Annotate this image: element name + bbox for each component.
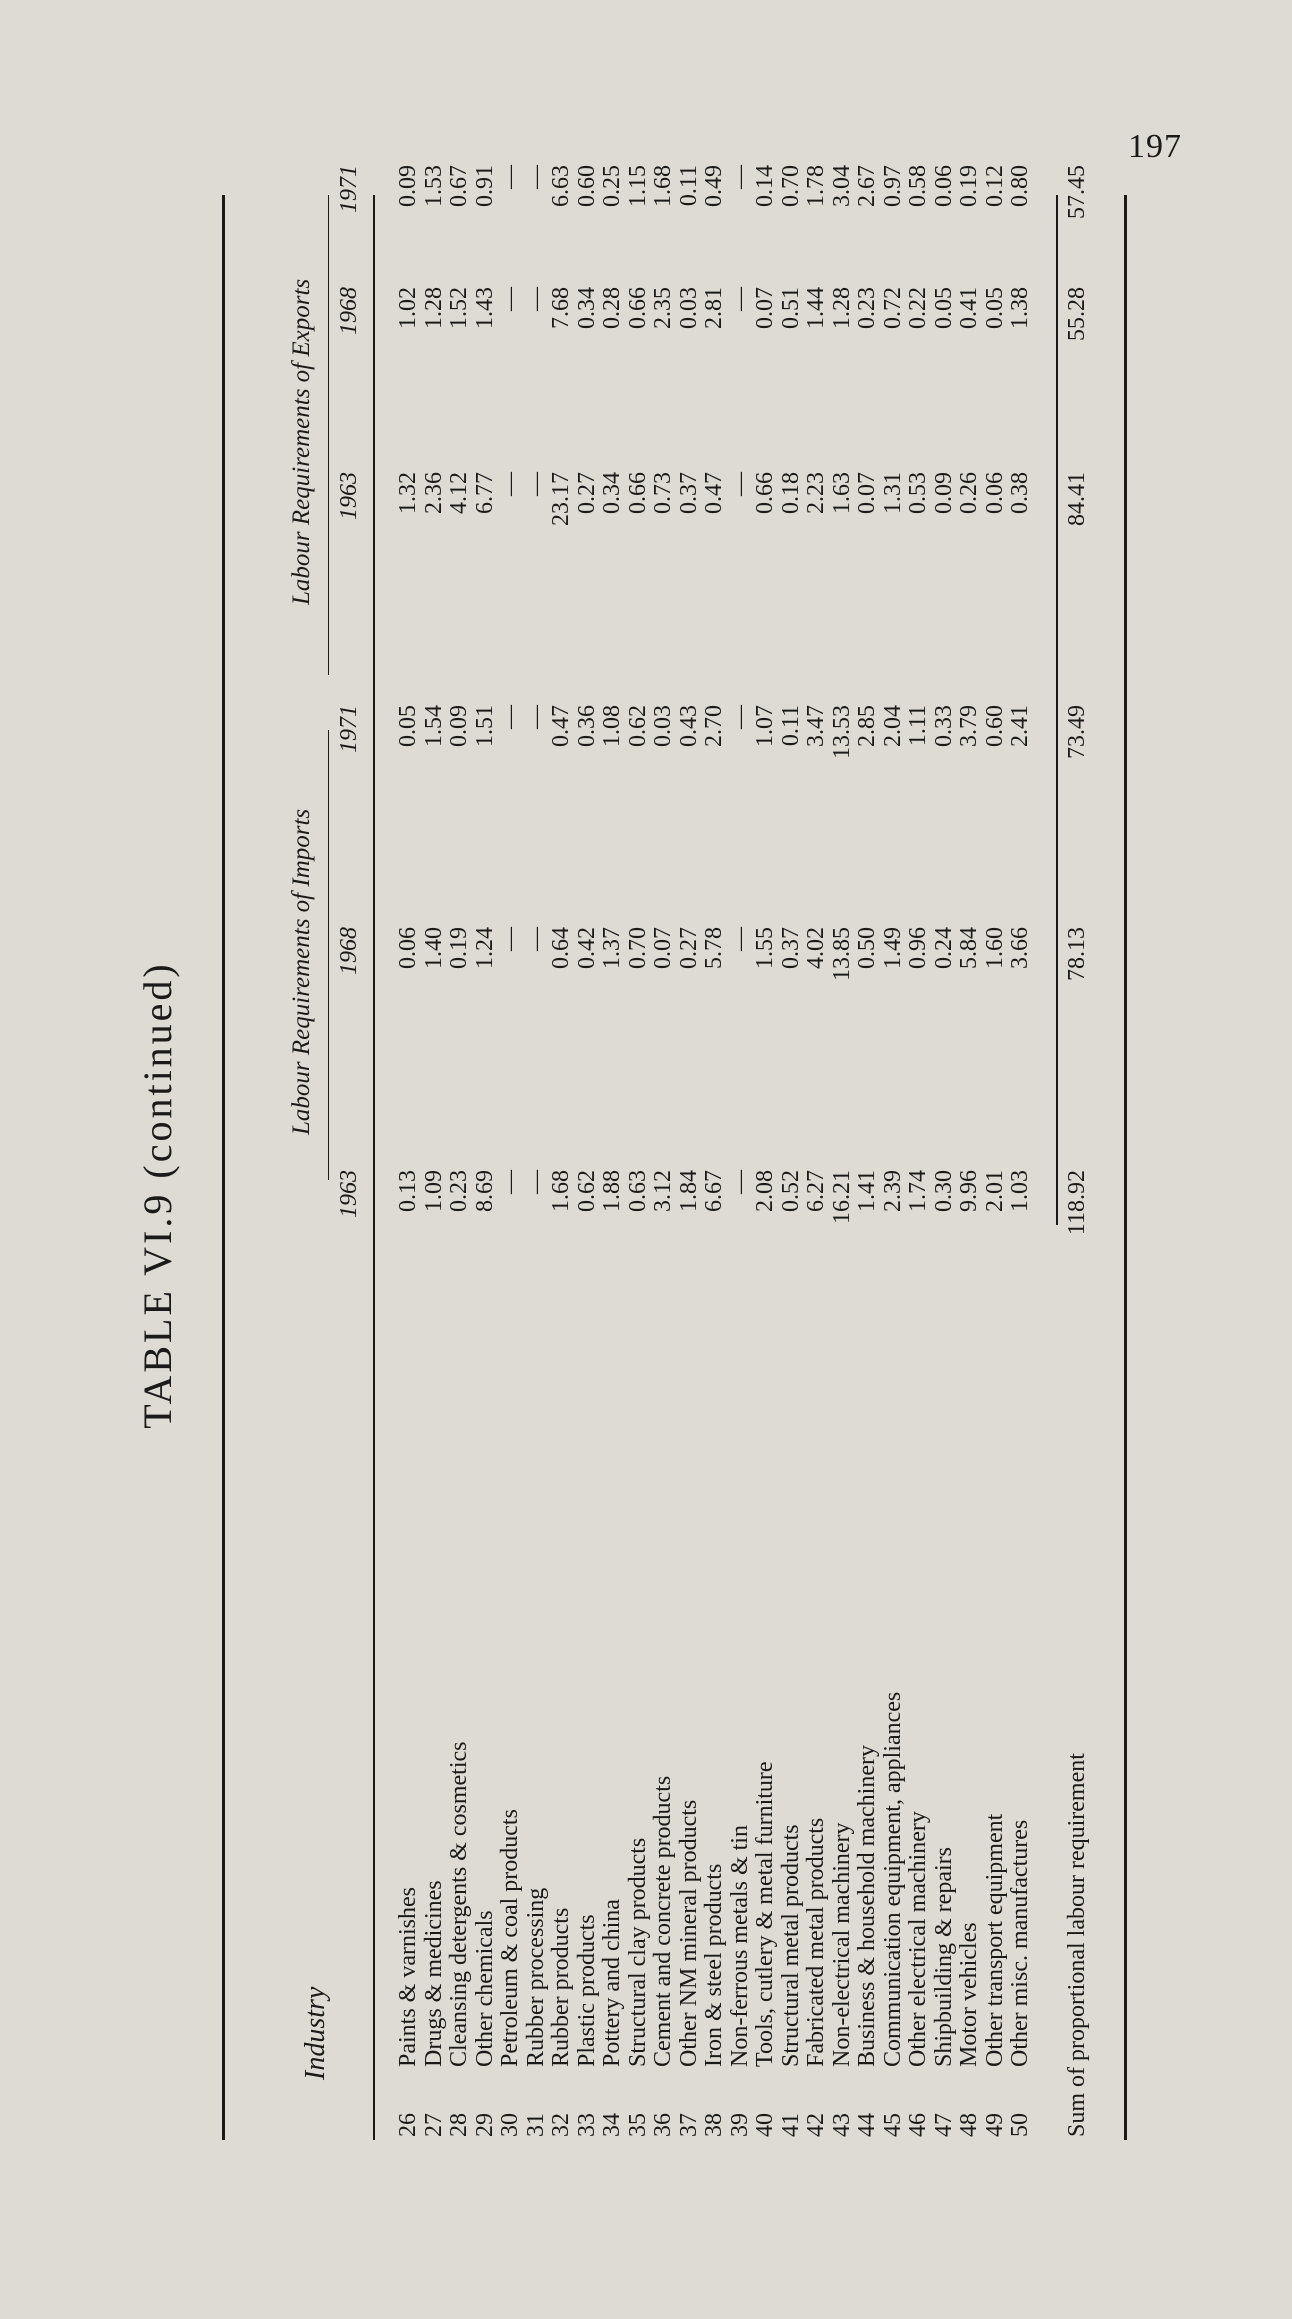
table-row	[650, 165, 677, 2195]
cell-value: 0.53	[905, 472, 931, 514]
cell-value: 3.04	[828, 165, 855, 207]
table-row	[854, 165, 881, 2195]
cell-value: 1.31	[879, 472, 906, 514]
row-number: 44	[854, 2113, 880, 2137]
cell-value: 1.11	[905, 705, 931, 747]
industry-name: Other NM mineral products	[675, 1799, 702, 2067]
sum-value: 55.28	[1064, 287, 1090, 341]
cell-value: —	[726, 165, 753, 189]
cell-value: 0.66	[752, 472, 778, 514]
cell-value: 2.01	[981, 1170, 1008, 1212]
cell-value: 0.50	[854, 927, 880, 969]
industry-name: Shipbuilding & repairs	[930, 1847, 957, 2067]
industry-name: Structural clay products	[624, 1837, 651, 2067]
cell-value: 0.34	[573, 287, 600, 329]
industry-name: Motor vehicles	[956, 1922, 982, 2067]
cell-value: 1.63	[828, 472, 855, 514]
industry-name: Pottery and china	[599, 1899, 625, 2067]
cell-value: 0.97	[879, 165, 906, 207]
cell-value: 2.23	[803, 472, 829, 514]
cell-value: 0.80	[1007, 165, 1033, 207]
cell-value: —	[497, 705, 523, 729]
bottom-rule	[1124, 195, 1127, 2140]
cell-value: 0.73	[650, 472, 676, 514]
cell-value: 0.66	[624, 287, 651, 329]
cell-value: 2.04	[879, 705, 906, 747]
industry-name: Other transport equipment	[981, 1813, 1008, 2067]
cell-value: 1.40	[420, 927, 447, 969]
cell-value: 2.36	[420, 472, 447, 514]
cell-value: 1.54	[420, 705, 447, 747]
cell-value: 0.11	[675, 165, 702, 207]
cell-value: 3.12	[650, 1170, 676, 1212]
cell-value: 1.08	[599, 705, 625, 747]
cell-value: 0.09	[930, 472, 957, 514]
cell-value: 1.60	[981, 927, 1008, 969]
industry-name: Non-electrical machinery	[828, 1822, 855, 2067]
cell-value: 2.08	[752, 1170, 778, 1212]
cell-value: 0.51	[777, 287, 804, 329]
cell-value: 0.70	[777, 165, 804, 207]
sum-value: 78.13	[1064, 927, 1090, 981]
cell-value: 1.43	[471, 287, 498, 329]
cell-value: 0.60	[981, 705, 1008, 747]
cell-value: 0.12	[981, 165, 1008, 207]
table-row	[420, 165, 448, 2195]
row-number: 28	[446, 2113, 472, 2137]
industry-name: Drugs & medicines	[420, 1880, 447, 2067]
industry-name: Other chemicals	[471, 1910, 498, 2067]
cell-value: 0.27	[675, 927, 702, 969]
cell-value: 1.02	[395, 287, 421, 329]
cell-value: 0.27	[573, 472, 600, 514]
row-number: 42	[803, 2113, 829, 2137]
row-number: 34	[599, 2113, 625, 2137]
row-number: 35	[624, 2113, 651, 2137]
row-number: 36	[650, 2113, 676, 2137]
cell-value: 3.79	[956, 705, 982, 747]
row-number: 33	[573, 2113, 600, 2137]
cell-value: 0.11	[777, 705, 804, 747]
table-row	[446, 165, 473, 2195]
row-number: 50	[1007, 2113, 1033, 2137]
cell-value: —	[522, 1170, 549, 1194]
cell-value: 0.91	[471, 165, 498, 207]
cell-value: 0.41	[956, 287, 982, 329]
cell-value: 0.30	[930, 1170, 957, 1212]
table-row	[675, 165, 703, 2195]
cell-value: 1.51	[471, 705, 498, 747]
imports-group-header: Labour Requirements of Imports	[288, 808, 315, 1135]
cell-value: 0.24	[930, 927, 957, 969]
cell-value: 4.02	[803, 927, 829, 969]
cell-value: 0.49	[701, 165, 727, 207]
cell-value: —	[522, 927, 549, 951]
industry-name: Paints & varnishes	[395, 1887, 421, 2067]
header-rule	[373, 195, 375, 2140]
cell-value: 1.55	[752, 927, 778, 969]
row-number: 48	[956, 2113, 982, 2137]
cell-value: 1.09	[420, 1170, 447, 1212]
imports-group-rule	[328, 730, 329, 1180]
cell-value: 0.09	[395, 165, 421, 207]
cell-value: 6.63	[548, 165, 574, 207]
cell-value: 0.18	[777, 472, 804, 514]
cell-value: 1.49	[879, 927, 906, 969]
cell-value: 0.25	[599, 165, 625, 207]
cell-value: 13.53	[828, 705, 855, 759]
cell-value: 0.28	[599, 287, 625, 329]
cell-value: 9.96	[956, 1170, 982, 1212]
cell-value: 0.19	[446, 927, 472, 969]
cell-value: 0.60	[573, 165, 600, 207]
industry-name: Petroleum & coal products	[497, 1809, 523, 2067]
rotated-table	[100, 165, 1130, 2195]
row-number: 26	[395, 2113, 421, 2137]
cell-value: 2.67	[854, 165, 880, 207]
cell-value: 2.39	[879, 1170, 906, 1212]
cell-value: —	[522, 705, 549, 729]
cell-value: 1.68	[650, 165, 676, 207]
cell-value: 0.42	[573, 927, 600, 969]
cell-value: 6.67	[701, 1170, 727, 1212]
year-header-imports-1963: 1963	[336, 1170, 362, 1218]
cell-value: 0.14	[752, 165, 778, 207]
cell-value: 0.37	[777, 927, 804, 969]
page-number: 197	[1128, 128, 1182, 165]
cell-value: 0.07	[854, 472, 880, 514]
industry-name: Other misc. manufactures	[1007, 1819, 1033, 2067]
industry-name: Communication equipment, appliances	[879, 1691, 906, 2067]
cell-value: 0.72	[879, 287, 906, 329]
row-number: 37	[675, 2113, 702, 2137]
sum-label: Sum of proportional labour requirement	[1064, 1753, 1090, 2137]
cell-value: —	[522, 165, 549, 189]
cell-value: 3.47	[803, 705, 829, 747]
cell-value: 1.28	[420, 287, 447, 329]
cell-value: 0.67	[446, 165, 472, 207]
table-row	[981, 165, 1009, 2195]
year-header-exports-1971: 1971	[336, 165, 362, 213]
cell-value: 6.27	[803, 1170, 829, 1212]
cell-value: 0.34	[599, 472, 625, 514]
table-row	[522, 165, 550, 2195]
row-number: 30	[497, 2113, 523, 2137]
cell-value: 1.53	[420, 165, 447, 207]
cell-value: 0.52	[777, 1170, 804, 1212]
table-row	[777, 165, 805, 2195]
cell-value: 3.66	[1007, 927, 1033, 969]
year-header-imports-1968: 1968	[336, 927, 362, 975]
sum-row	[1062, 165, 1092, 2195]
table-row	[548, 165, 575, 2195]
exports-group-header: Labour Requirements of Exports	[288, 278, 315, 605]
cell-value: 0.22	[905, 287, 931, 329]
cell-value: 0.09	[446, 705, 472, 747]
row-number: 31	[522, 2113, 549, 2137]
industry-name: Cement and concrete products	[650, 1775, 676, 2067]
cell-value: 0.58	[905, 165, 931, 207]
table-row	[395, 165, 422, 2195]
table-row	[624, 165, 652, 2195]
cell-value: 1.84	[675, 1170, 702, 1212]
cell-value: 1.07	[752, 705, 778, 747]
row-number: 43	[828, 2113, 855, 2137]
cell-value: 16.21	[828, 1170, 855, 1224]
table-row	[879, 165, 907, 2195]
cell-value: 0.05	[981, 287, 1008, 329]
table-row	[599, 165, 626, 2195]
table-title: TABLE VI.9 (continued)	[135, 961, 180, 1429]
cell-value: 0.23	[446, 1170, 472, 1212]
sum-value: 57.45	[1064, 165, 1090, 219]
cell-value: —	[726, 287, 753, 311]
cell-value: 1.68	[548, 1170, 574, 1212]
table-row	[956, 165, 983, 2195]
cell-value: 5.84	[956, 927, 982, 969]
exports-group-rule	[328, 195, 329, 675]
row-number: 45	[879, 2113, 906, 2137]
cell-value: 0.70	[624, 927, 651, 969]
cell-value: 0.63	[624, 1170, 651, 1212]
table-row	[471, 165, 499, 2195]
cell-value: 0.66	[624, 472, 651, 514]
row-number: 46	[905, 2113, 931, 2137]
industry-name: Fabricated metal products	[803, 1817, 829, 2067]
cell-value: 0.64	[548, 927, 574, 969]
cell-value: 5.78	[701, 927, 727, 969]
cell-value: 1.37	[599, 927, 625, 969]
table-row	[726, 165, 754, 2195]
cell-value: 4.12	[446, 472, 472, 514]
cell-value: —	[522, 472, 549, 496]
cell-value: 2.41	[1007, 705, 1033, 747]
cell-value: 1.74	[905, 1170, 931, 1212]
cell-value: 0.03	[650, 705, 676, 747]
cell-value: 0.07	[650, 927, 676, 969]
row-number: 27	[420, 2113, 447, 2137]
cell-value: 1.28	[828, 287, 855, 329]
cell-value: 0.06	[930, 165, 957, 207]
cell-value: 0.06	[395, 927, 421, 969]
cell-value: 0.47	[548, 705, 574, 747]
cell-value: 0.38	[1007, 472, 1033, 514]
cell-value: 0.07	[752, 287, 778, 329]
table-row	[497, 165, 524, 2195]
cell-value: 0.33	[930, 705, 957, 747]
cell-value: 0.26	[956, 472, 982, 514]
cell-value: 1.52	[446, 287, 472, 329]
cell-value: 0.47	[701, 472, 727, 514]
row-number: 39	[726, 2113, 753, 2137]
industry-name: Tools, cutlery & metal furniture	[752, 1761, 778, 2067]
cell-value: 1.03	[1007, 1170, 1033, 1212]
industry-name: Business & household machinery	[854, 1745, 880, 2067]
cell-value: 1.15	[624, 165, 651, 207]
cell-value: 0.13	[395, 1170, 421, 1212]
cell-value: —	[497, 1170, 523, 1194]
sum-value: 118.92	[1064, 1170, 1090, 1236]
cell-value: 0.19	[956, 165, 982, 207]
year-header-exports-1963: 1963	[336, 472, 362, 520]
cell-value: 2.81	[701, 287, 727, 329]
row-number: 29	[471, 2113, 498, 2137]
industry-column-header: Industry	[300, 1986, 331, 2080]
cell-value: 0.03	[675, 287, 702, 329]
table-row	[905, 165, 932, 2195]
industry-name: Rubber processing	[522, 1887, 549, 2067]
cell-value: 0.62	[573, 1170, 600, 1212]
row-number: 49	[981, 2113, 1008, 2137]
industry-name: Plastic products	[573, 1914, 600, 2067]
cell-value: —	[522, 287, 549, 311]
table-row	[752, 165, 779, 2195]
cell-value: 1.41	[854, 1170, 880, 1212]
cell-value: 1.78	[803, 165, 829, 207]
cell-value: 23.17	[548, 472, 574, 526]
cell-value: —	[497, 287, 523, 311]
sum-value: 84.41	[1064, 472, 1090, 526]
cell-value: 13.85	[828, 927, 855, 981]
top-rule	[222, 195, 225, 2140]
cell-value: 1.24	[471, 927, 498, 969]
table-body	[395, 165, 1034, 2195]
cell-value: 0.05	[930, 287, 957, 329]
cell-value: 0.06	[981, 472, 1008, 514]
cell-value: 0.43	[675, 705, 702, 747]
table-row	[701, 165, 728, 2195]
sum-rule	[1056, 195, 1058, 1225]
row-number: 38	[701, 2113, 727, 2137]
industry-name: Iron & steel products	[701, 1863, 727, 2067]
cell-value: —	[726, 1170, 753, 1194]
cell-value: 0.96	[905, 927, 931, 969]
cell-value: —	[726, 472, 753, 496]
cell-value: 0.05	[395, 705, 421, 747]
industry-name: Rubber products	[548, 1907, 574, 2067]
industry-name: Cleansing detergents & cosmetics	[446, 1741, 472, 2067]
cell-value: 2.70	[701, 705, 727, 747]
table-row	[828, 165, 856, 2195]
industry-name: Non-ferrous metals & tin	[726, 1825, 753, 2067]
cell-value: 1.38	[1007, 287, 1033, 329]
cell-value: —	[497, 472, 523, 496]
cell-value: 8.69	[471, 1170, 498, 1212]
year-header-imports-1971: 1971	[336, 705, 362, 753]
cell-value: 1.44	[803, 287, 829, 329]
sum-value: 73.49	[1064, 705, 1090, 759]
cell-value: 0.23	[854, 287, 880, 329]
cell-value: 1.88	[599, 1170, 625, 1212]
cell-value: 1.32	[395, 472, 421, 514]
cell-value: 0.37	[675, 472, 702, 514]
table-row	[1007, 165, 1034, 2195]
cell-value: 2.85	[854, 705, 880, 747]
cell-value: 2.35	[650, 287, 676, 329]
cell-value: 0.62	[624, 705, 651, 747]
table-row	[930, 165, 958, 2195]
cell-value: —	[497, 927, 523, 951]
row-number: 40	[752, 2113, 778, 2137]
cell-value: —	[726, 927, 753, 951]
cell-value: —	[726, 705, 753, 729]
industry-name: Structural metal products	[777, 1824, 804, 2067]
industry-name: Other electrical machinery	[905, 1811, 931, 2067]
row-number: 32	[548, 2113, 574, 2137]
year-header-exports-1968: 1968	[336, 287, 362, 335]
row-number: 41	[777, 2113, 804, 2137]
table-row	[573, 165, 601, 2195]
cell-value: —	[497, 165, 523, 189]
cell-value: 7.68	[548, 287, 574, 329]
cell-value: 6.77	[471, 472, 498, 514]
table-row	[803, 165, 830, 2195]
row-number: 47	[930, 2113, 957, 2137]
cell-value: 0.36	[573, 705, 600, 747]
